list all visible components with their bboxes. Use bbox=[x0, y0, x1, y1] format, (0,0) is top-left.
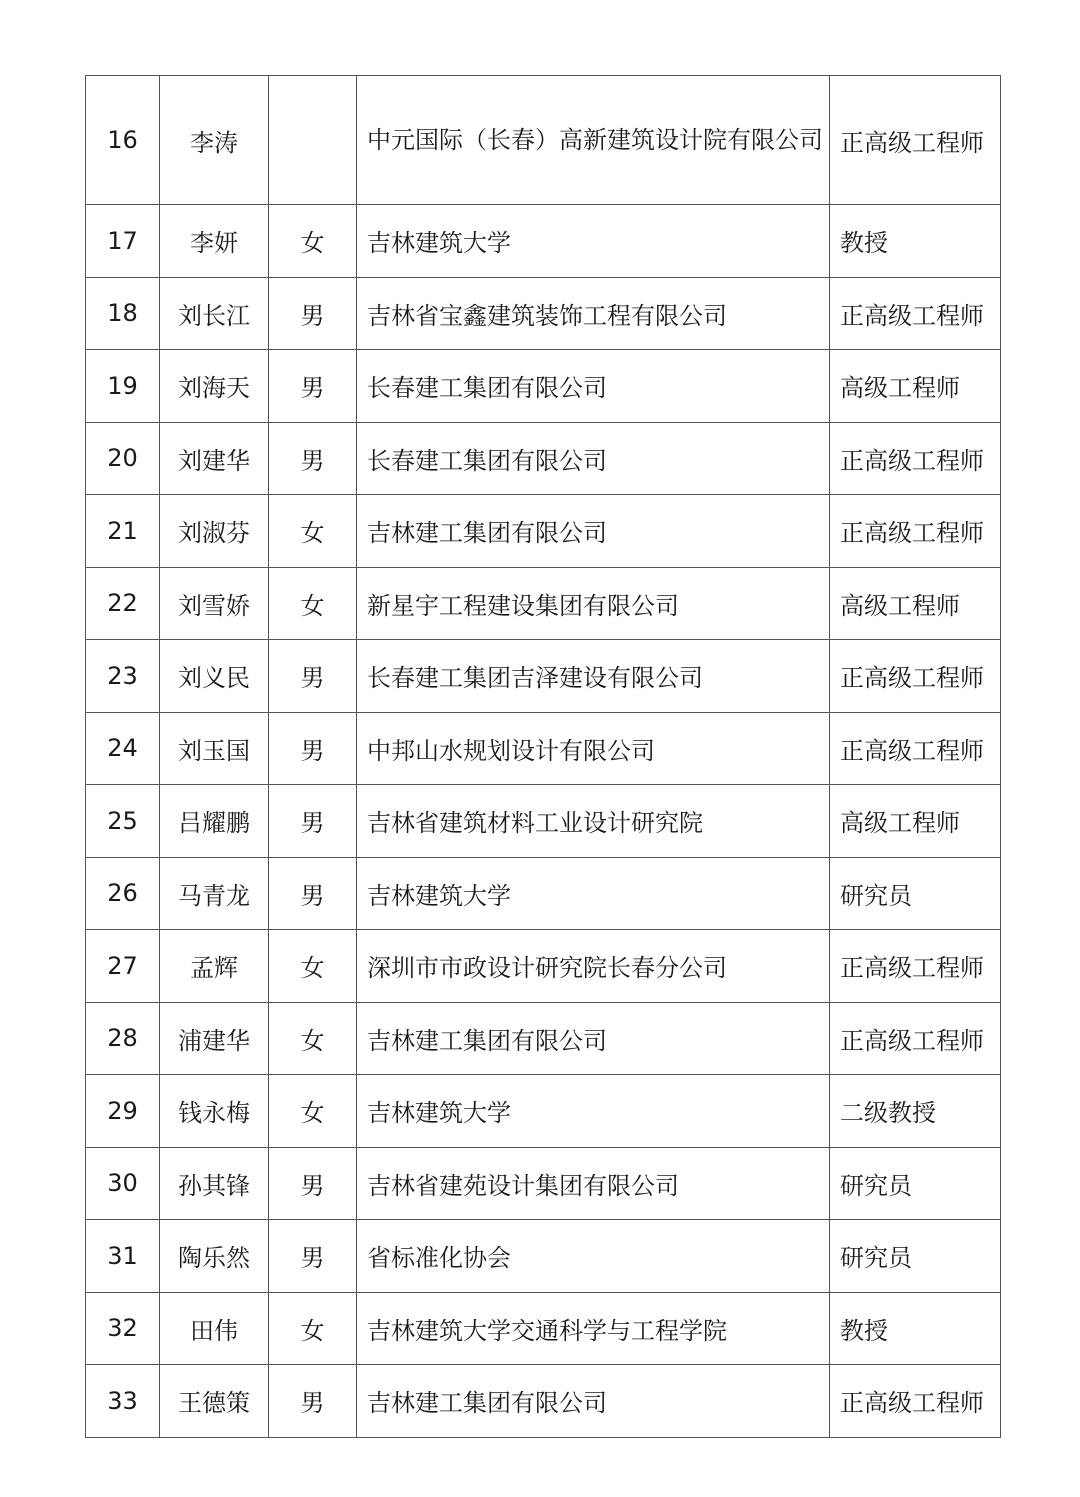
person-name: 马青龙 bbox=[160, 857, 269, 930]
row-number: 26 bbox=[86, 857, 160, 930]
organization: 长春建工集团吉泽建设有限公司 bbox=[357, 640, 830, 713]
professional-title: 高级工程师 bbox=[830, 567, 1001, 640]
table-row bbox=[86, 76, 1001, 205]
organization: 长春建工集团有限公司 bbox=[357, 422, 830, 495]
organization: 吉林建工集团有限公司 bbox=[357, 495, 830, 568]
organization: 吉林建工集团有限公司 bbox=[357, 1002, 830, 1075]
organization: 吉林建筑大学 bbox=[357, 1075, 830, 1148]
table-row bbox=[86, 1002, 1001, 1075]
expert-roster-table bbox=[85, 75, 1001, 1438]
person-name: 刘雪娇 bbox=[160, 567, 269, 640]
table-row bbox=[86, 857, 1001, 930]
person-name: 孟辉 bbox=[160, 930, 269, 1003]
table-row bbox=[86, 930, 1001, 1003]
organization: 吉林省建筑材料工业设计研究院 bbox=[357, 785, 830, 858]
person-name: 刘义民 bbox=[160, 640, 269, 713]
organization: 吉林建筑大学交通科学与工程学院 bbox=[357, 1292, 830, 1365]
professional-title: 二级教授 bbox=[830, 1075, 1001, 1148]
table-row bbox=[86, 712, 1001, 785]
table-row bbox=[86, 1075, 1001, 1148]
table-row bbox=[86, 205, 1001, 278]
gender: 女 bbox=[269, 205, 357, 278]
gender: 男 bbox=[269, 350, 357, 423]
person-name: 田伟 bbox=[160, 1292, 269, 1365]
professional-title: 正高级工程师 bbox=[830, 1002, 1001, 1075]
professional-title: 正高级工程师 bbox=[830, 930, 1001, 1003]
gender: 男 bbox=[269, 857, 357, 930]
table-row bbox=[86, 1292, 1001, 1365]
gender: 男 bbox=[269, 712, 357, 785]
gender: 女 bbox=[269, 495, 357, 568]
row-number: 20 bbox=[86, 422, 160, 495]
professional-title: 教授 bbox=[830, 1292, 1001, 1365]
gender: 男 bbox=[269, 640, 357, 713]
professional-title: 正高级工程师 bbox=[830, 422, 1001, 495]
organization: 中元国际（长春）高新建筑设计院有限公司 bbox=[357, 76, 830, 205]
person-name: 王德策 bbox=[160, 1365, 269, 1438]
row-number: 30 bbox=[86, 1147, 160, 1220]
row-number: 33 bbox=[86, 1365, 160, 1438]
organization: 新星宇工程建设集团有限公司 bbox=[357, 567, 830, 640]
gender: 男 bbox=[269, 785, 357, 858]
row-number: 21 bbox=[86, 495, 160, 568]
organization: 吉林建筑大学 bbox=[357, 857, 830, 930]
person-name: 李涛 bbox=[160, 76, 269, 205]
row-number: 31 bbox=[86, 1220, 160, 1293]
person-name: 吕耀鹏 bbox=[160, 785, 269, 858]
person-name: 刘建华 bbox=[160, 422, 269, 495]
table-row bbox=[86, 567, 1001, 640]
organization: 中邦山水规划设计有限公司 bbox=[357, 712, 830, 785]
row-number: 16 bbox=[86, 76, 160, 205]
professional-title: 研究员 bbox=[830, 1220, 1001, 1293]
row-number: 32 bbox=[86, 1292, 160, 1365]
professional-title: 高级工程师 bbox=[830, 785, 1001, 858]
row-number: 18 bbox=[86, 277, 160, 350]
professional-title: 正高级工程师 bbox=[830, 76, 1001, 205]
professional-title: 正高级工程师 bbox=[830, 277, 1001, 350]
table-row bbox=[86, 495, 1001, 568]
professional-title: 正高级工程师 bbox=[830, 495, 1001, 568]
person-name: 李妍 bbox=[160, 205, 269, 278]
table-row bbox=[86, 785, 1001, 858]
gender: 女 bbox=[269, 1075, 357, 1148]
person-name: 刘玉国 bbox=[160, 712, 269, 785]
professional-title: 教授 bbox=[830, 205, 1001, 278]
table-row bbox=[86, 1220, 1001, 1293]
row-number: 19 bbox=[86, 350, 160, 423]
table-row bbox=[86, 640, 1001, 713]
organization: 长春建工集团有限公司 bbox=[357, 350, 830, 423]
row-number: 27 bbox=[86, 930, 160, 1003]
organization: 省标准化协会 bbox=[357, 1220, 830, 1293]
person-name: 刘淑芬 bbox=[160, 495, 269, 568]
row-number: 17 bbox=[86, 205, 160, 278]
organization: 吉林省建苑设计集团有限公司 bbox=[357, 1147, 830, 1220]
person-name: 浦建华 bbox=[160, 1002, 269, 1075]
professional-title: 正高级工程师 bbox=[830, 712, 1001, 785]
organization: 吉林建工集团有限公司 bbox=[357, 1365, 830, 1438]
row-number: 23 bbox=[86, 640, 160, 713]
row-number: 28 bbox=[86, 1002, 160, 1075]
organization: 吉林建筑大学 bbox=[357, 205, 830, 278]
professional-title: 正高级工程师 bbox=[830, 1365, 1001, 1438]
row-number: 25 bbox=[86, 785, 160, 858]
gender: 男 bbox=[269, 422, 357, 495]
row-number: 22 bbox=[86, 567, 160, 640]
gender: 男 bbox=[269, 1220, 357, 1293]
gender: 男 bbox=[269, 1147, 357, 1220]
row-number: 29 bbox=[86, 1075, 160, 1148]
row-number: 24 bbox=[86, 712, 160, 785]
gender: 女 bbox=[269, 1002, 357, 1075]
professional-title: 研究员 bbox=[830, 1147, 1001, 1220]
person-name: 孙其锋 bbox=[160, 1147, 269, 1220]
table-row bbox=[86, 1147, 1001, 1220]
gender: 女 bbox=[269, 930, 357, 1003]
gender: 男 bbox=[269, 1365, 357, 1438]
table-row bbox=[86, 350, 1001, 423]
table-row bbox=[86, 1365, 1001, 1438]
person-name: 刘长江 bbox=[160, 277, 269, 350]
gender: 男 bbox=[269, 277, 357, 350]
professional-title: 正高级工程师 bbox=[830, 640, 1001, 713]
organization: 吉林省宝鑫建筑装饰工程有限公司 bbox=[357, 277, 830, 350]
table-row bbox=[86, 277, 1001, 350]
person-name: 陶乐然 bbox=[160, 1220, 269, 1293]
gender bbox=[269, 76, 357, 205]
person-name: 钱永梅 bbox=[160, 1075, 269, 1148]
gender: 女 bbox=[269, 567, 357, 640]
professional-title: 高级工程师 bbox=[830, 350, 1001, 423]
professional-title: 研究员 bbox=[830, 857, 1001, 930]
person-name: 刘海天 bbox=[160, 350, 269, 423]
table-row bbox=[86, 422, 1001, 495]
gender: 女 bbox=[269, 1292, 357, 1365]
organization: 深圳市市政设计研究院长春分公司 bbox=[357, 930, 830, 1003]
